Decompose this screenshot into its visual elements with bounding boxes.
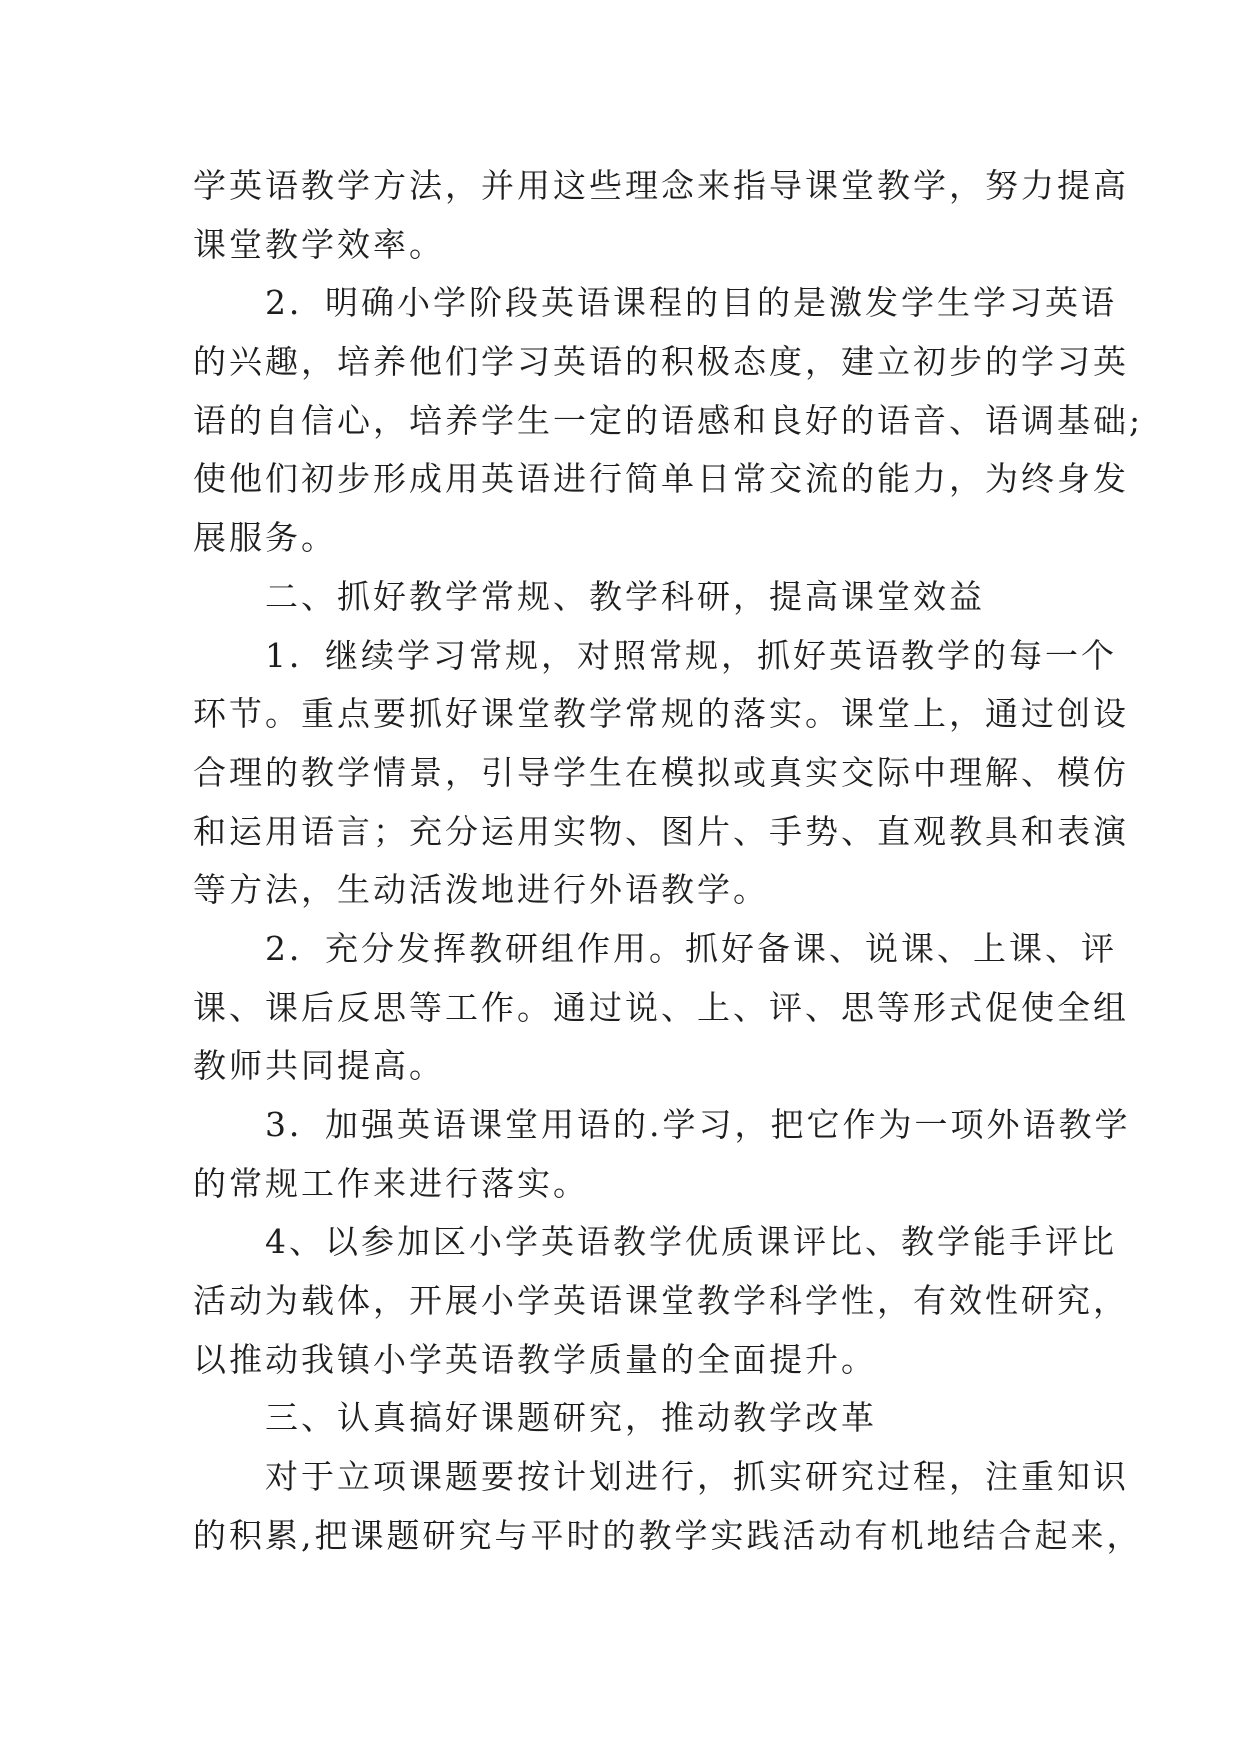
text-line: 学英语教学方法，并用这些理念来指导课堂教学，努力提高 xyxy=(193,166,1129,205)
section-heading: 二、抓好教学常规、教学科研，提高课堂效益 xyxy=(193,576,985,616)
text-line: 2．充分发挥教研组作用。抓好备课、说课、上课、评 xyxy=(193,928,1117,968)
text-line: 1．继续学习常规，对照常规，抓好英语教学的每一个 xyxy=(193,635,1117,675)
document-body xyxy=(193,157,1144,1566)
text-line: 教师共同提高。 xyxy=(193,1046,445,1086)
text-line: 3．加强英语课堂用语的.学习，把它作为一项外语教学 xyxy=(193,1105,1131,1144)
text-line: 的兴趣，培养他们学习英语的积极态度，建立初步的学习英 xyxy=(193,342,1129,382)
text-line: 以推动我镇小学英语教学质量的全面提升。 xyxy=(193,1339,877,1379)
text-line: 的常规工作来进行落实。 xyxy=(193,1163,589,1203)
text-line: 对于立项课题要按计划进行，抓实研究过程，注重知识 xyxy=(193,1457,1129,1497)
text-line: 2．明确小学阶段英语课程的目的是激发学生学习英语 xyxy=(193,283,1117,323)
text-line: 合理的教学情景，引导学生在模拟或真实交际中理解、模仿 xyxy=(193,752,1129,792)
text-line: 和运用语言；充分运用实物、图片、手势、直观教具和表演 xyxy=(193,811,1129,851)
text-line: 语的自信心，培养学生一定的语感和良好的语音、语调基础; xyxy=(193,400,1144,440)
text-line: 使他们初步形成用英语进行简单日常交流的能力，为终身发 xyxy=(193,459,1129,499)
text-line: 环节。重点要抓好课堂教学常规的落实。课堂上，通过创设 xyxy=(193,694,1129,734)
text-line: 活动为载体，开展小学英语课堂教学科学性，有效性研究， xyxy=(193,1281,1129,1321)
section-heading: 三、认真搞好课题研究，推动教学改革 xyxy=(193,1398,877,1438)
text-line: 4、以参加区小学英语教学优质课评比、教学能手评比 xyxy=(193,1222,1117,1262)
text-line: 课堂教学效率。 xyxy=(193,224,445,264)
text-line: 展服务。 xyxy=(193,518,337,558)
text-line: 的积累,把课题研究与平时的教学实践活动有机地结合起来， xyxy=(193,1515,1143,1555)
text-line: 课、课后反思等工作。通过说、上、评、思等形式促使全组 xyxy=(193,987,1129,1027)
text-line: 等方法，生动活泼地进行外语教学。 xyxy=(193,870,769,910)
